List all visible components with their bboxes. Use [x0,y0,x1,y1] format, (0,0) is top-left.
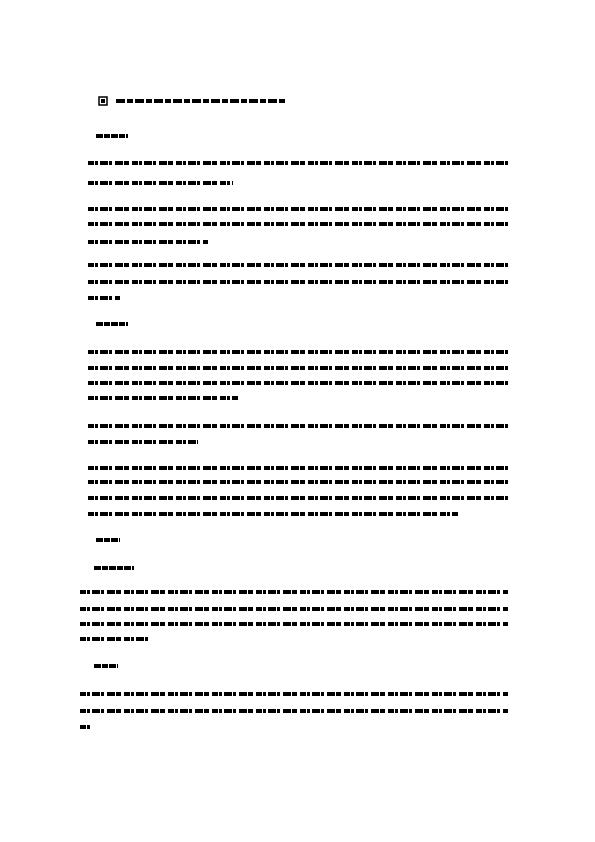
text-line [80,637,150,641]
text-line [88,466,508,470]
document-title [116,99,286,103]
text-line [88,263,508,267]
text-line [88,440,198,444]
text-line [80,709,508,713]
text-line [88,381,508,385]
text-line [88,424,508,428]
text-line [88,222,508,226]
text-line [88,366,508,370]
text-line [80,725,92,729]
text-line [88,207,508,211]
text-line [88,280,508,284]
text-line [88,496,508,500]
text-line [88,296,120,300]
text-line [80,590,508,594]
text-line [88,396,238,400]
text-line [80,622,508,626]
text-line [88,512,458,516]
text-line [80,692,508,696]
text-line [88,161,508,165]
bullet-square-icon [98,96,108,106]
text-line [88,240,208,244]
text-line [88,181,233,185]
text-line [88,350,508,354]
text-line [88,480,508,484]
section-heading [96,538,120,542]
section-heading [96,134,128,138]
subsection-heading [94,664,118,668]
section-heading [96,322,128,326]
text-line [80,607,508,611]
subsection-heading [94,566,134,570]
document-title-row [98,96,286,106]
